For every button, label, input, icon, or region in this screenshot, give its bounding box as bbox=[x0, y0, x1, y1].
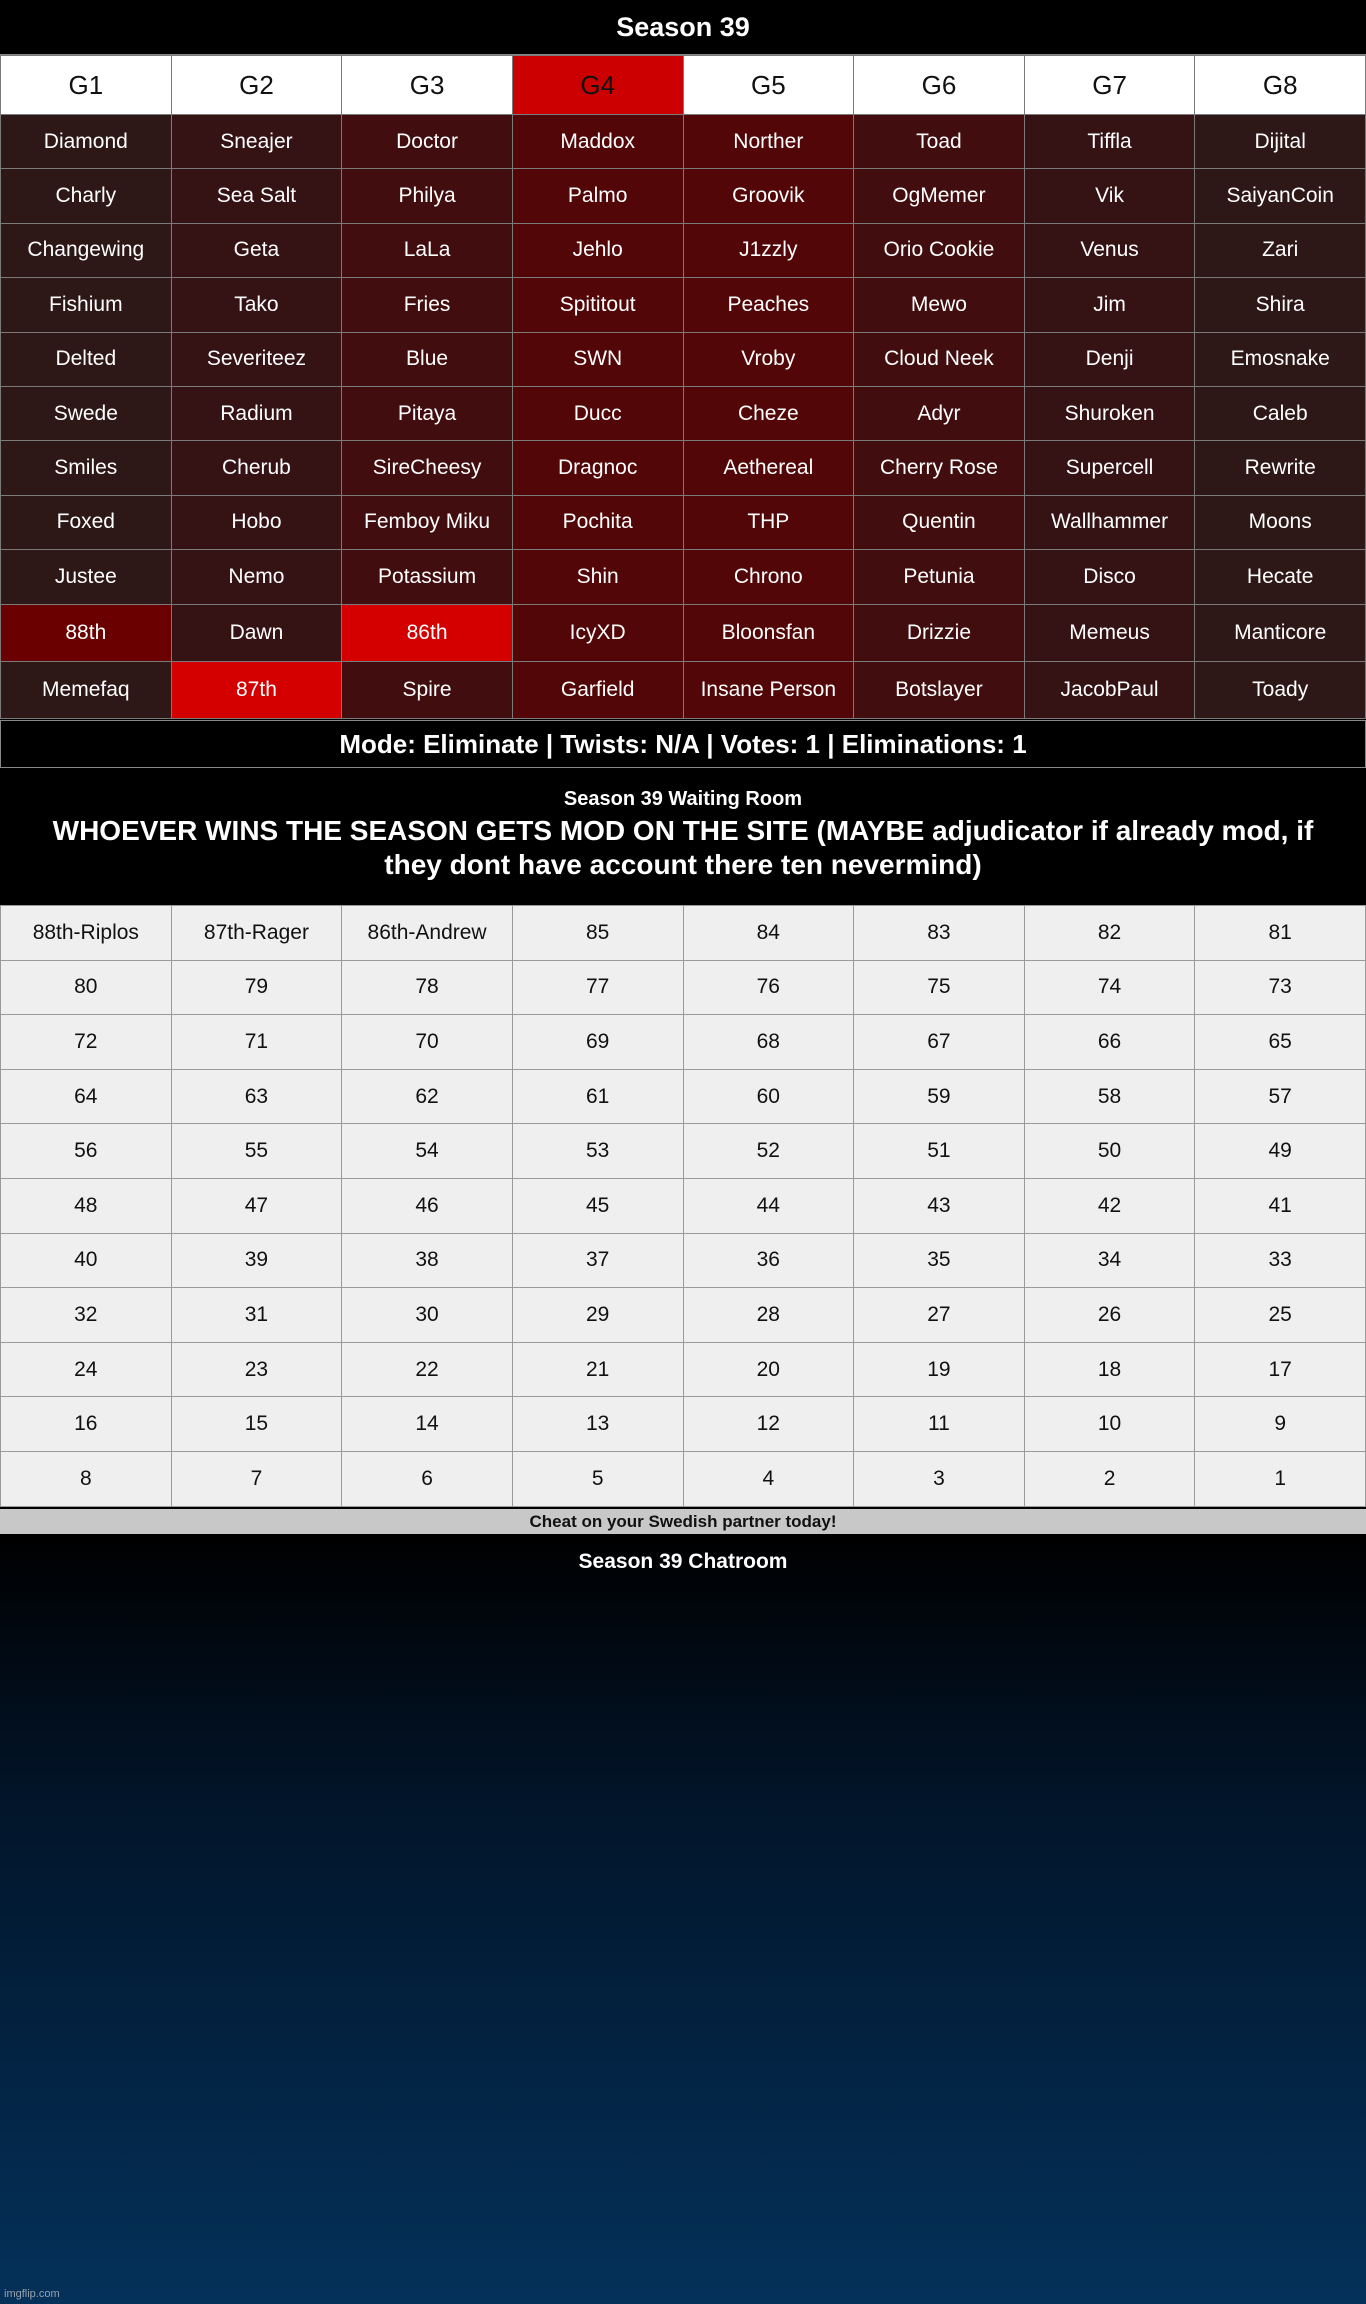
waiting-slot: 76 bbox=[683, 960, 854, 1015]
contestant-cell: Caleb bbox=[1195, 386, 1366, 440]
contestant-cell: Doctor bbox=[342, 115, 513, 169]
waiting-slot: 35 bbox=[854, 1233, 1025, 1288]
contestant-cell: 88th bbox=[1, 604, 172, 661]
waiting-slot: 8 bbox=[1, 1451, 172, 1506]
contestant-cell: Swede bbox=[1, 386, 172, 440]
waiting-slot: 83 bbox=[854, 906, 1025, 961]
group-header-g6: G6 bbox=[854, 56, 1025, 115]
contestant-cell: Nemo bbox=[171, 550, 342, 604]
waiting-slot: 12 bbox=[683, 1397, 854, 1452]
contestant-cell: Changewing bbox=[1, 223, 172, 277]
contestant-cell: Aethereal bbox=[683, 441, 854, 495]
waiting-slot: 5 bbox=[512, 1451, 683, 1506]
waiting-slot: 77 bbox=[512, 960, 683, 1015]
waiting-slot: 7 bbox=[171, 1451, 342, 1506]
contestant-cell: Denji bbox=[1024, 332, 1195, 386]
contestant-row bbox=[1, 604, 1366, 661]
contestant-cell: IcyXD bbox=[512, 604, 683, 661]
season-title: Season 39 bbox=[0, 0, 1366, 55]
contestant-cell: Severiteez bbox=[171, 332, 342, 386]
contestant-row bbox=[1, 661, 1366, 718]
waiting-row bbox=[1, 960, 1366, 1015]
contestant-cell: J1zzly bbox=[683, 223, 854, 277]
contestant-cell: Smiles bbox=[1, 441, 172, 495]
waiting-slot: 27 bbox=[854, 1288, 1025, 1343]
waiting-slot: 29 bbox=[512, 1288, 683, 1343]
waiting-row bbox=[1, 1015, 1366, 1070]
contestant-cell: Jehlo bbox=[512, 223, 683, 277]
group-header-g8: G8 bbox=[1195, 56, 1366, 115]
waiting-row bbox=[1, 1397, 1366, 1452]
waiting-slot: 85 bbox=[512, 906, 683, 961]
contestant-cell: Memefaq bbox=[1, 661, 172, 718]
contestant-cell: Mewo bbox=[854, 278, 1025, 332]
waiting-slot: 47 bbox=[171, 1178, 342, 1233]
waiting-slot: 25 bbox=[1195, 1288, 1366, 1343]
waiting-slot: 1 bbox=[1195, 1451, 1366, 1506]
contestant-cell: Adyr bbox=[854, 386, 1025, 440]
contestant-cell: Norther bbox=[683, 115, 854, 169]
contestant-cell: Garfield bbox=[512, 661, 683, 718]
waiting-slot: 62 bbox=[342, 1069, 513, 1124]
waiting-slot: 34 bbox=[1024, 1233, 1195, 1288]
waiting-slot: 82 bbox=[1024, 906, 1195, 961]
waiting-slot: 48 bbox=[1, 1178, 172, 1233]
waiting-slot: 10 bbox=[1024, 1397, 1195, 1452]
waiting-slot: 40 bbox=[1, 1233, 172, 1288]
waiting-slot: 42 bbox=[1024, 1178, 1195, 1233]
contestant-cell: Orio Cookie bbox=[854, 223, 1025, 277]
contestant-cell: Petunia bbox=[854, 550, 1025, 604]
waiting-slot: 79 bbox=[171, 960, 342, 1015]
footer-banner: Cheat on your Swedish partner today! bbox=[0, 1509, 1366, 1534]
waiting-slot: 20 bbox=[683, 1342, 854, 1397]
contestant-cell: Delted bbox=[1, 332, 172, 386]
contestant-cell: Drizzie bbox=[854, 604, 1025, 661]
waiting-row bbox=[1, 906, 1366, 961]
waiting-slot: 59 bbox=[854, 1069, 1025, 1124]
contestant-row bbox=[1, 169, 1366, 223]
waiting-slot: 44 bbox=[683, 1178, 854, 1233]
waiting-room-grid bbox=[0, 905, 1366, 1507]
mode-bar: Mode: Eliminate | Twists: N/A | Votes: 1 | Eliminations: 1 bbox=[0, 720, 1366, 768]
chatroom-title: Season 39 Chatroom bbox=[578, 1550, 788, 1573]
waiting-slot: 24 bbox=[1, 1342, 172, 1397]
contestant-cell: Pochita bbox=[512, 495, 683, 549]
contestant-cell: OgMemer bbox=[854, 169, 1025, 223]
contestant-row bbox=[1, 441, 1366, 495]
waiting-slot: 64 bbox=[1, 1069, 172, 1124]
contestant-cell: Bloonsfan bbox=[683, 604, 854, 661]
contestant-cell: Manticore bbox=[1195, 604, 1366, 661]
contestant-cell: Radium bbox=[171, 386, 342, 440]
waiting-slot: 68 bbox=[683, 1015, 854, 1070]
group-header-g4: G4 bbox=[512, 56, 683, 115]
contestant-cell: Palmo bbox=[512, 169, 683, 223]
contestant-cell: Cloud Neek bbox=[854, 332, 1025, 386]
waiting-slot: 72 bbox=[1, 1015, 172, 1070]
waiting-slot: 9 bbox=[1195, 1397, 1366, 1452]
contestant-cell: Tiffla bbox=[1024, 115, 1195, 169]
contestant-cell: Cherub bbox=[171, 441, 342, 495]
contestant-cell: Insane Person bbox=[683, 661, 854, 718]
contestant-row bbox=[1, 495, 1366, 549]
waiting-slot: 30 bbox=[342, 1288, 513, 1343]
contestant-cell: JacobPaul bbox=[1024, 661, 1195, 718]
contestant-cell: Dragnoc bbox=[512, 441, 683, 495]
waiting-slot: 39 bbox=[171, 1233, 342, 1288]
waiting-slot: 54 bbox=[342, 1124, 513, 1179]
contestant-cell: Potassium bbox=[342, 550, 513, 604]
contestant-cell: SWN bbox=[512, 332, 683, 386]
contestant-cell: Venus bbox=[1024, 223, 1195, 277]
waiting-slot: 19 bbox=[854, 1342, 1025, 1397]
waiting-slot: 45 bbox=[512, 1178, 683, 1233]
contestant-cell: Charly bbox=[1, 169, 172, 223]
group-header-g3: G3 bbox=[342, 56, 513, 115]
waiting-slot: 2 bbox=[1024, 1451, 1195, 1506]
contestant-row bbox=[1, 223, 1366, 277]
waiting-slot: 16 bbox=[1, 1397, 172, 1452]
waiting-room-subtitle: Season 39 Waiting Room bbox=[563, 788, 803, 810]
contestant-grid bbox=[0, 55, 1366, 719]
waiting-slot: 3 bbox=[854, 1451, 1025, 1506]
waiting-slot: 14 bbox=[342, 1397, 513, 1452]
contestant-row bbox=[1, 386, 1366, 440]
waiting-slot: 57 bbox=[1195, 1069, 1366, 1124]
waiting-slot: 52 bbox=[683, 1124, 854, 1179]
waiting-slot: 36 bbox=[683, 1233, 854, 1288]
group-header-g1: G1 bbox=[1, 56, 172, 115]
waiting-slot: 23 bbox=[171, 1342, 342, 1397]
waiting-slot: 6 bbox=[342, 1451, 513, 1506]
waiting-slot: 17 bbox=[1195, 1342, 1366, 1397]
contestant-cell: Toady bbox=[1195, 661, 1366, 718]
waiting-slot: 38 bbox=[342, 1233, 513, 1288]
contestant-cell: Vik bbox=[1024, 169, 1195, 223]
waiting-slot: 43 bbox=[854, 1178, 1025, 1233]
waiting-slot: 21 bbox=[512, 1342, 683, 1397]
contestant-cell: Femboy Miku bbox=[342, 495, 513, 549]
group-header-g2: G2 bbox=[171, 56, 342, 115]
contestant-cell: Zari bbox=[1195, 223, 1366, 277]
contestant-cell: THP bbox=[683, 495, 854, 549]
contestant-cell: Pitaya bbox=[342, 386, 513, 440]
waiting-row bbox=[1, 1178, 1366, 1233]
contestant-cell: Botslayer bbox=[854, 661, 1025, 718]
contestant-cell: 86th bbox=[342, 604, 513, 661]
waiting-slot: 60 bbox=[683, 1069, 854, 1124]
waiting-slot: 46 bbox=[342, 1178, 513, 1233]
contestant-cell: Vroby bbox=[683, 332, 854, 386]
waiting-slot: 49 bbox=[1195, 1124, 1366, 1179]
contestant-cell: Hecate bbox=[1195, 550, 1366, 604]
contestant-cell: Blue bbox=[342, 332, 513, 386]
contestant-cell: SaiyanCoin bbox=[1195, 169, 1366, 223]
waiting-slot: 31 bbox=[171, 1288, 342, 1343]
waiting-slot: 4 bbox=[683, 1451, 854, 1506]
waiting-slot: 61 bbox=[512, 1069, 683, 1124]
contestant-cell: 87th bbox=[171, 661, 342, 718]
contestant-cell: Tako bbox=[171, 278, 342, 332]
waiting-slot: 22 bbox=[342, 1342, 513, 1397]
waiting-slot: 81 bbox=[1195, 906, 1366, 961]
contestant-cell: Chrono bbox=[683, 550, 854, 604]
contestant-cell: Emosnake bbox=[1195, 332, 1366, 386]
contestant-cell: Shira bbox=[1195, 278, 1366, 332]
waiting-slot: 58 bbox=[1024, 1069, 1195, 1124]
waiting-slot: 51 bbox=[854, 1124, 1025, 1179]
contestant-cell: Peaches bbox=[683, 278, 854, 332]
waiting-slot: 50 bbox=[1024, 1124, 1195, 1179]
contestant-cell: SireCheesy bbox=[342, 441, 513, 495]
waiting-slot: 66 bbox=[1024, 1015, 1195, 1070]
contestant-cell: Fries bbox=[342, 278, 513, 332]
contestant-cell: Sea Salt bbox=[171, 169, 342, 223]
contestant-cell: Hobo bbox=[171, 495, 342, 549]
contestant-cell: Justee bbox=[1, 550, 172, 604]
waiting-slot: 70 bbox=[342, 1015, 513, 1070]
waiting-slot: 18 bbox=[1024, 1342, 1195, 1397]
contestant-cell: LaLa bbox=[342, 223, 513, 277]
waiting-slot: 84 bbox=[683, 906, 854, 961]
waiting-row bbox=[1, 1451, 1366, 1506]
waiting-slot: 63 bbox=[171, 1069, 342, 1124]
contestant-cell: Toad bbox=[854, 115, 1025, 169]
contestant-cell: Dijital bbox=[1195, 115, 1366, 169]
contestant-cell: Cheze bbox=[683, 386, 854, 440]
waiting-slot: 78 bbox=[342, 960, 513, 1015]
waiting-slot: 86th-Andrew bbox=[342, 906, 513, 961]
contestant-cell: Wallhammer bbox=[1024, 495, 1195, 549]
contestant-cell: Rewrite bbox=[1195, 441, 1366, 495]
waiting-slot: 13 bbox=[512, 1397, 683, 1452]
waiting-slot: 80 bbox=[1, 960, 172, 1015]
waiting-slot: 56 bbox=[1, 1124, 172, 1179]
waiting-slot: 74 bbox=[1024, 960, 1195, 1015]
contestant-cell: Shuroken bbox=[1024, 386, 1195, 440]
waiting-slot: 73 bbox=[1195, 960, 1366, 1015]
contestant-cell: Spire bbox=[342, 661, 513, 718]
contestant-cell: Diamond bbox=[1, 115, 172, 169]
contestant-row bbox=[1, 550, 1366, 604]
waiting-slot: 88th-Riplos bbox=[1, 906, 172, 961]
waiting-slot: 75 bbox=[854, 960, 1025, 1015]
waiting-slot: 15 bbox=[171, 1397, 342, 1452]
contestant-cell: Fishium bbox=[1, 278, 172, 332]
waiting-slot: 53 bbox=[512, 1124, 683, 1179]
contestant-cell: Quentin bbox=[854, 495, 1025, 549]
group-header-g5: G5 bbox=[683, 56, 854, 115]
contestant-cell: Ducc bbox=[512, 386, 683, 440]
contestant-cell: Shin bbox=[512, 550, 683, 604]
waiting-slot: 11 bbox=[854, 1397, 1025, 1452]
waiting-slot: 55 bbox=[171, 1124, 342, 1179]
contestant-cell: Cherry Rose bbox=[854, 441, 1025, 495]
waiting-room-announcement: WHOEVER WINS THE SEASON GETS MOD ON THE SITE (MAYBE adjudicator if already mod, if they dont have account there ten nevermind) bbox=[52, 815, 1314, 880]
contestant-cell: Memeus bbox=[1024, 604, 1195, 661]
contestant-cell: Maddox bbox=[512, 115, 683, 169]
contestant-cell: Supercell bbox=[1024, 441, 1195, 495]
contestant-row bbox=[1, 278, 1366, 332]
waiting-slot: 32 bbox=[1, 1288, 172, 1343]
watermark: imgflip.com bbox=[4, 2288, 60, 2300]
group-header-g7: G7 bbox=[1024, 56, 1195, 115]
contestant-cell: Spititout bbox=[512, 278, 683, 332]
waiting-slot: 28 bbox=[683, 1288, 854, 1343]
waiting-slot: 67 bbox=[854, 1015, 1025, 1070]
waiting-row bbox=[1, 1342, 1366, 1397]
waiting-slot: 71 bbox=[171, 1015, 342, 1070]
contestant-cell: Disco bbox=[1024, 550, 1195, 604]
group-header-row bbox=[1, 56, 1366, 115]
waiting-row bbox=[1, 1288, 1366, 1343]
contestant-row bbox=[1, 115, 1366, 169]
waiting-slot: 33 bbox=[1195, 1233, 1366, 1288]
waiting-slot: 87th-Rager bbox=[171, 906, 342, 961]
waiting-slot: 69 bbox=[512, 1015, 683, 1070]
contestant-cell: Groovik bbox=[683, 169, 854, 223]
contestant-cell: Jim bbox=[1024, 278, 1195, 332]
contestant-row bbox=[1, 332, 1366, 386]
waiting-slot: 26 bbox=[1024, 1288, 1195, 1343]
waiting-slot: 37 bbox=[512, 1233, 683, 1288]
waiting-row bbox=[1, 1233, 1366, 1288]
waiting-slot: 65 bbox=[1195, 1015, 1366, 1070]
contestant-cell: Geta bbox=[171, 223, 342, 277]
waiting-slot: 41 bbox=[1195, 1178, 1366, 1233]
contestant-cell: Sneajer bbox=[171, 115, 342, 169]
chatroom-section bbox=[0, 1534, 1366, 2304]
contestant-cell: Philya bbox=[342, 169, 513, 223]
contestant-cell: Foxed bbox=[1, 495, 172, 549]
contestant-cell: Dawn bbox=[171, 604, 342, 661]
waiting-row bbox=[1, 1069, 1366, 1124]
contestant-cell: Moons bbox=[1195, 495, 1366, 549]
waiting-row bbox=[1, 1124, 1366, 1179]
